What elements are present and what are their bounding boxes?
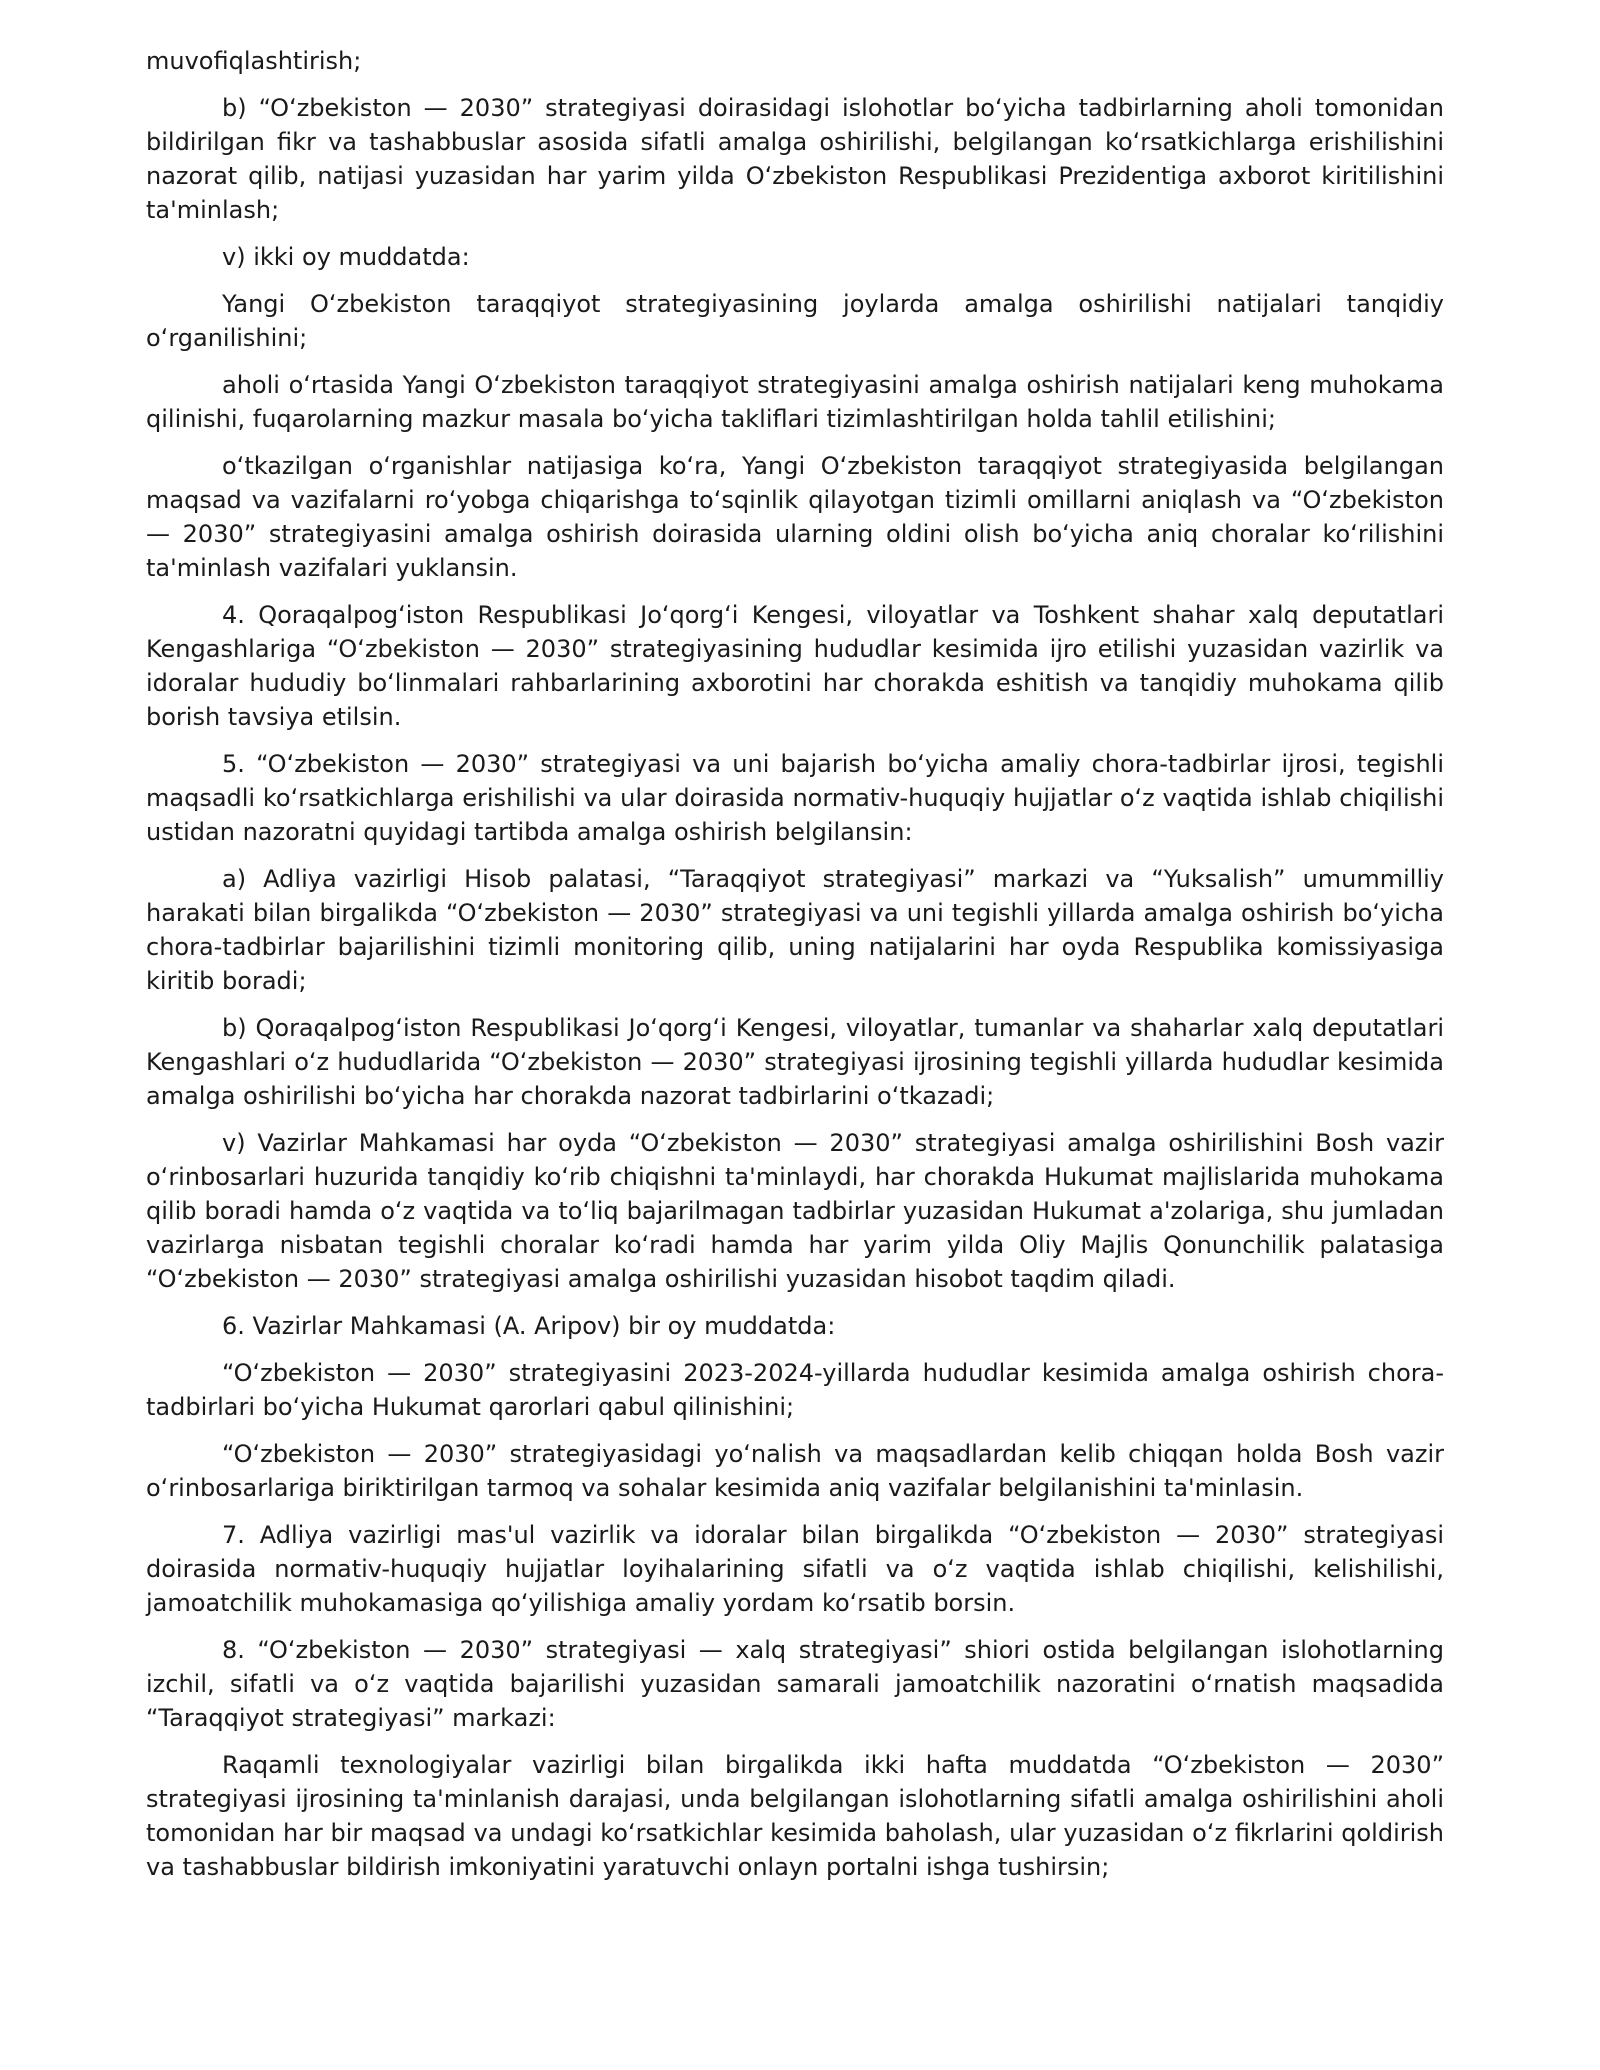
paragraph: 7. Adliya vazirligi mas'ul vazirlik va idoralar bilan birgalikda “Oʻzbekiston — 2030” strategiyasi doirasida normativ-huquqiy hujjatlar loyihalarining sifatli va oʻz vaqtida ishlab chiqilishi, kelishilishi, jamoatchilik muhokamasiga qoʻyilishiga amaliy yordam koʻrsatib borsin. — [146, 1521, 1444, 1617]
paragraph: a) Adliya vazirligi Hisob palatasi, “Taraqqiyot strategiyasi” markazi va “Yuksalish” umummilliy harakati bilan birgalikda “Oʻzbekiston — 2030” strategiyasi va uni tegishli yillarda amalga oshirish boʻyicha chora-tadbirlar bajarilishini tizimli monitoring qilib, uning natijalarini har oyda Respublika komissiyasiga kiritib boradi; — [146, 865, 1444, 995]
paragraph: 4. Qoraqalpogʻiston Respublikasi Joʻqorgʻi Kengesi, viloyatlar va Toshkent shahar xalq deputatlari Kengashlariga “Oʻzbekiston — 2030” strategiyasining hududlar kesimida ijro etilishi yuzasidan vazirlik va idoralar hududiy boʻlinmalari rahbarlarining axborotini har chorakda eshitish va tanqidiy muhokama qilib borish tavsiya etilsin. — [146, 601, 1444, 731]
paragraph: “Oʻzbekiston — 2030” strategiyasidagi yoʻnalish va maqsadlardan kelib chiqqan holda Bosh vazir oʻrinbosarlariga biriktirilgan tarmoq va sohalar kesimida aniq vazifalar belgilanishini ta'minlasin. — [146, 1440, 1444, 1502]
paragraph: Yangi Oʻzbekiston taraqqiyot strategiyasining joylarda amalga oshirilishi natijalari tanqidiy oʻrganilishini; — [146, 290, 1444, 352]
paragraph: b) Qoraqalpogʻiston Respublikasi Joʻqorgʻi Kengesi, viloyatlar, tumanlar va shaharlar xalq deputatlari Kengashlari oʻz hududlarida “Oʻzbekiston — 2030” strategiyasi ijrosining tegishli yillarda hududlar kesimida amalga oshirilishi boʻyicha har chorakda nazorat tadbirlarini oʻtkazadi; — [146, 1014, 1444, 1110]
paragraph: Raqamli texnologiyalar vazirligi bilan birgalikda ikki hafta muddatda “Oʻzbekiston — 2030” strategiyasi ijrosining ta'minlanish darajasi, unda belgilangan islohotlarning sifatli amalga oshirilishini aholi tomonidan har bir maqsad va undagi koʻrsatkichlar kesimida baholash, ular yuzasidan oʻz fikrlarini qoldirish va tashabbuslar bildirish imkoniyatini yaratuvchi onlayn portalni ishga tushirsin; — [146, 1751, 1444, 1881]
paragraph: v) Vazirlar Mahkamasi har oyda “Oʻzbekiston — 2030” strategiyasi amalga oshirilishini Bosh vazir oʻrinbosarlari huzurida tanqidiy koʻrib chiqishni ta'minlaydi, har chorakda Hukumat majlislarida muhokama qilib boradi hamda oʻz vaqtida va toʻliq bajarilmagan tadbirlar yuzasidan Hukumat a'zolariga, shu jumladan vazirlarga nisbatan tegishli choralar koʻradi hamda har yarim yilda Oliy Majlis Qonunchilik palatasiga “Oʻzbekiston — 2030” strategiyasi amalga oshirilishi yuzasidan hisobot taqdim qiladi. — [146, 1129, 1444, 1293]
paragraph: 6. Vazirlar Mahkamasi (A. Aripov) bir oy muddatda: — [222, 1312, 836, 1340]
paragraph: oʻtkazilgan oʻrganishlar natijasiga koʻra, Yangi Oʻzbekiston taraqqiyot strategiyasida belgilangan maqsad va vazifalarni roʻyobga chiqarishga toʻsqinlik qilayotgan tizimli omillarni aniqlash va “Oʻzbekiston — 2030” strategiyasini amalga oshirish doirasida ularning oldini olish boʻyicha aniq choralar koʻrilishini ta'minlash vazifalari yuklansin. — [146, 452, 1444, 582]
document-page — [146, 44, 1444, 1897]
paragraph: aholi oʻrtasida Yangi Oʻzbekiston taraqqiyot strategiyasini amalga oshirish natijalari keng muhokama qilinishi, fuqarolarning mazkur masala boʻyicha takliflari tizimlashtirilgan holda tahlil etilishini; — [146, 371, 1444, 433]
paragraph: “Oʻzbekiston — 2030” strategiyasini 2023-2024-yillarda hududlar kesimida amalga oshirish chora-tadbirlari boʻyicha Hukumat qarorlari qabul qilinishini; — [146, 1359, 1444, 1421]
paragraph: 5. “Oʻzbekiston — 2030” strategiyasi va uni bajarish boʻyicha amaliy chora-tadbirlar ijrosi, tegishli maqsadli koʻrsatkichlarga erishilishi va ular doirasida normativ-huquqiy hujjatlar oʻz vaqtida ishlab chiqilishi ustidan nazoratni quyidagi tartibda amalga oshirish belgilansin: — [146, 750, 1444, 846]
paragraph: v) ikki oy muddatda: — [222, 243, 470, 271]
paragraph: muvofiqlashtirish; — [146, 47, 362, 75]
paragraph: 8. “Oʻzbekiston — 2030” strategiyasi — xalq strategiyasi” shiori ostida belgilangan islohotlarning izchil, sifatli va oʻz vaqtida bajarilishi yuzasidan samarali jamoatchilik nazoratini oʻrnatish maqsadida “Taraqqiyot strategiyasi” markazi: — [146, 1636, 1444, 1732]
paragraph: b) “Oʻzbekiston — 2030” strategiyasi doirasidagi islohotlar boʻyicha tadbirlarning aholi tomonidan bildirilgan fikr va tashabbuslar asosida sifatli amalga oshirilishi, belgilangan koʻrsatkichlarga erishilishini nazorat qilib, natijasi yuzasidan har yarim yilda Oʻzbekiston Respublikasi Prezidentiga axborot kiritilishini ta'minlash; — [146, 94, 1444, 224]
